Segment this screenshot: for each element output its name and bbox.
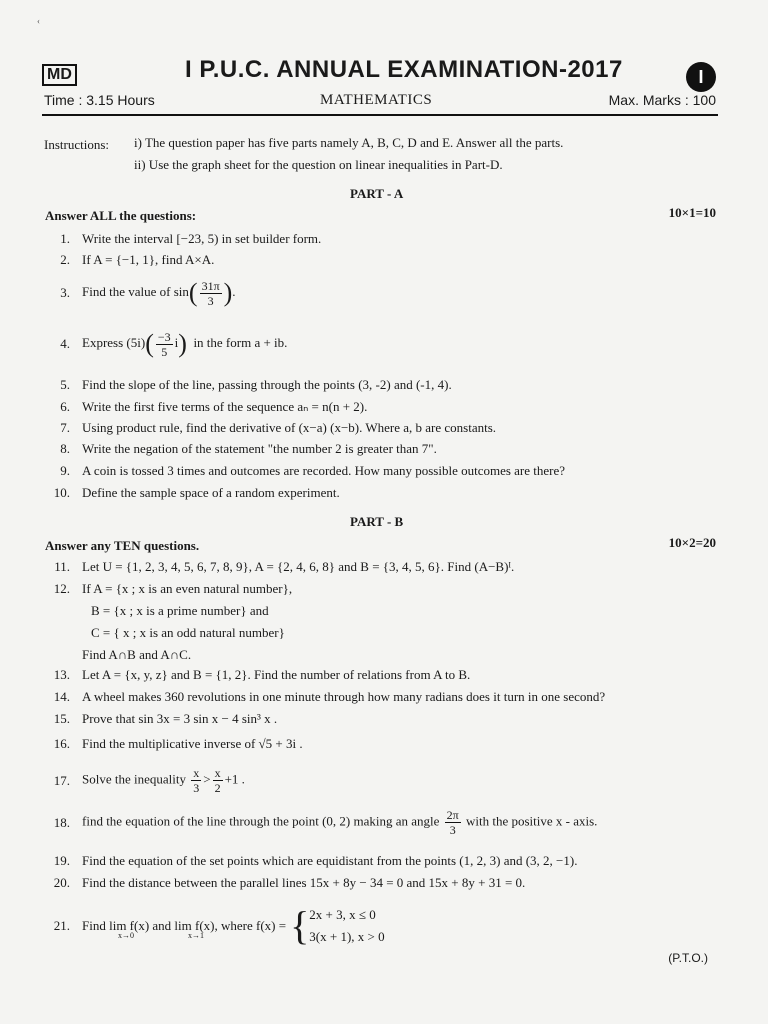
question xyxy=(40,278,730,308)
question xyxy=(40,441,730,457)
question-text: Let U = {1, 2, 3, 4, 5, 6, 7, 8, 9}, A = {2, 4, 6, 8} and B = {3, 4, 5, 6}. Find (A−B)ᴵ. xyxy=(82,559,515,574)
question-text: Write the first five terms of the sequence aₙ = n(n + 2). xyxy=(82,399,368,414)
question-number: 2. xyxy=(60,252,70,267)
question xyxy=(40,667,730,683)
question-number: 9. xyxy=(60,463,70,478)
question xyxy=(40,485,730,501)
question-text: find the equation of the line through the point (0, 2) making an angle $\frac{2\pi}{3}$ with the positive x - axis. xyxy=(82,808,598,837)
piecewise-cases: 2x + 3, x ≤ 0 3(x + 1), x > 0 xyxy=(309,906,385,944)
part-a-title: PART - A xyxy=(350,186,404,201)
question-text: Write the interval [−23, 5) in set builder form. xyxy=(82,231,322,246)
margin-mark: ‹ xyxy=(37,16,40,26)
question-text: Find the multiplicative inverse of √5 + 3i . xyxy=(82,736,303,751)
question-text: A wheel makes 360 revolutions in one minute through how many radians does it turn in one second? xyxy=(82,689,606,704)
question-text: Prove that sin 3x = 3 sin x − 4 sin³ x . xyxy=(82,711,278,726)
question xyxy=(40,875,730,891)
question-text: Find the value of sin( $\frac{31\pi}{3}$ ). xyxy=(82,278,236,308)
fraction: $\frac{2\pi}{3}$ xyxy=(446,808,459,837)
fraction: $\frac{x}{3}$ xyxy=(193,766,200,795)
question xyxy=(40,766,730,795)
subject-title: MATHEMATICS xyxy=(320,92,433,108)
question-number: 13. xyxy=(53,667,70,682)
question-text: Find lim f(x) and lim f(x), where f(x) = { 2x + 3, x ≤ 0 3(x + 1), x > 0 xyxy=(82,903,385,948)
question-subline: C = { x ; x is an odd natural number} xyxy=(91,625,285,640)
question xyxy=(40,808,730,837)
instruction-item: ii) Use the graph sheet for the question on linear inequalities in Part-D. xyxy=(134,157,503,172)
limit-subscript: x→1 xyxy=(188,931,204,940)
question-text: Find A∩B and A∩C. xyxy=(82,647,192,662)
question xyxy=(40,647,730,663)
question xyxy=(40,399,730,415)
question-number: 20. xyxy=(53,875,70,890)
instructions-label: Instructions: xyxy=(44,137,109,152)
question-text: Let A = {x, y, z} and B = {1, 2}. Find the number of relations from A to B. xyxy=(82,667,471,682)
question-text: Using product rule, find the derivative of (x−a) (x−b). Where a, b are constants. xyxy=(82,420,497,435)
question xyxy=(40,377,730,393)
question xyxy=(40,420,730,436)
question-text: Find the equation of the set points which are equidistant from the points (1, 2, 3) and (3, 2, −1). xyxy=(82,853,578,868)
question-number: 14. xyxy=(53,689,70,704)
question xyxy=(40,231,730,247)
question xyxy=(40,252,730,268)
question-text: Find the slope of the line, passing through the points (3, -2) and (-1, 4). xyxy=(82,377,452,392)
question-number: 1. xyxy=(60,231,70,246)
question xyxy=(40,853,730,869)
question-number: 4. xyxy=(60,336,70,351)
header-divider xyxy=(42,114,718,116)
question xyxy=(40,329,730,359)
question-text: If A = {x ; x is an even natural number}, xyxy=(82,581,293,596)
instruction-item: i) The question paper has five parts namely A, B, C, D and E. Answer all the parts. xyxy=(134,135,564,150)
question xyxy=(40,689,730,705)
question-number: 5. xyxy=(60,377,70,392)
question-number: 15. xyxy=(53,711,70,726)
question-text: Solve the inequality $\frac{x}{3}$ > $\frac{x}{2}$ +1 . xyxy=(82,766,245,795)
part-b-heading: Answer any TEN questions. xyxy=(45,538,200,553)
fraction: $\frac{x}{2}$ xyxy=(214,766,221,795)
question xyxy=(40,736,730,752)
question-text: If A = {−1, 1}, find A×A. xyxy=(82,252,215,267)
question-text: A coin is tossed 3 times and outcomes are recorded. How many possible outcomes are there? xyxy=(82,463,566,478)
question-number: 6. xyxy=(60,399,70,414)
question xyxy=(40,902,730,949)
part-b-marks: 10×2=20 xyxy=(668,535,716,550)
question-number: 16. xyxy=(53,736,70,751)
exam-title: I P.U.C. ANNUAL EXAMINATION-2017 xyxy=(185,56,623,83)
question-number: 12. xyxy=(53,581,70,596)
question xyxy=(40,559,730,575)
part-badge: I xyxy=(686,62,716,92)
question xyxy=(40,463,730,479)
question-text: Write the negation of the statement "the number 2 is greater than 7". xyxy=(82,441,437,456)
question-text: Express (5i)( $\frac{-3}{5}$ i) in the form a + ib. xyxy=(82,329,288,359)
question-number: 18. xyxy=(53,814,70,830)
question xyxy=(40,581,730,597)
question-number: 7. xyxy=(60,420,70,435)
part-a-heading: Answer ALL the questions: xyxy=(45,208,197,223)
fraction: $\frac{-3}{5}$ xyxy=(157,329,171,359)
question-text-pre: Find the value of sin xyxy=(82,283,189,299)
question-number: 17. xyxy=(53,772,70,788)
part-b-title: PART - B xyxy=(350,514,404,529)
limit-subscript: x→0 xyxy=(118,931,134,940)
part-a-marks: 10×1=10 xyxy=(668,205,716,220)
question-subline: B = {x ; x is a prime number} and xyxy=(91,603,269,618)
question-number: 10. xyxy=(53,485,70,500)
question-number: 21. xyxy=(53,917,70,933)
question-text: Find the distance between the parallel lines 15x + 8y − 34 = 0 and 15x + 8y + 31 = 0. xyxy=(82,875,526,890)
question-number xyxy=(40,647,70,663)
fraction: $\frac{31\pi}{3}$ xyxy=(201,278,220,308)
question-number: 3. xyxy=(60,285,70,300)
max-marks: Max. Marks : 100 xyxy=(608,92,716,108)
question-number: 19. xyxy=(53,853,70,868)
question-number: 8. xyxy=(60,441,70,456)
question xyxy=(40,711,730,727)
exam-time: Time : 3.15 Hours xyxy=(44,92,155,108)
question-text: Define the sample space of a random experiment. xyxy=(82,485,340,500)
page-turn-note: (P.T.O.) xyxy=(668,951,708,965)
piecewise-brace: { xyxy=(290,903,310,948)
question-number: 11. xyxy=(54,559,70,574)
paper-code: MD xyxy=(42,64,77,86)
